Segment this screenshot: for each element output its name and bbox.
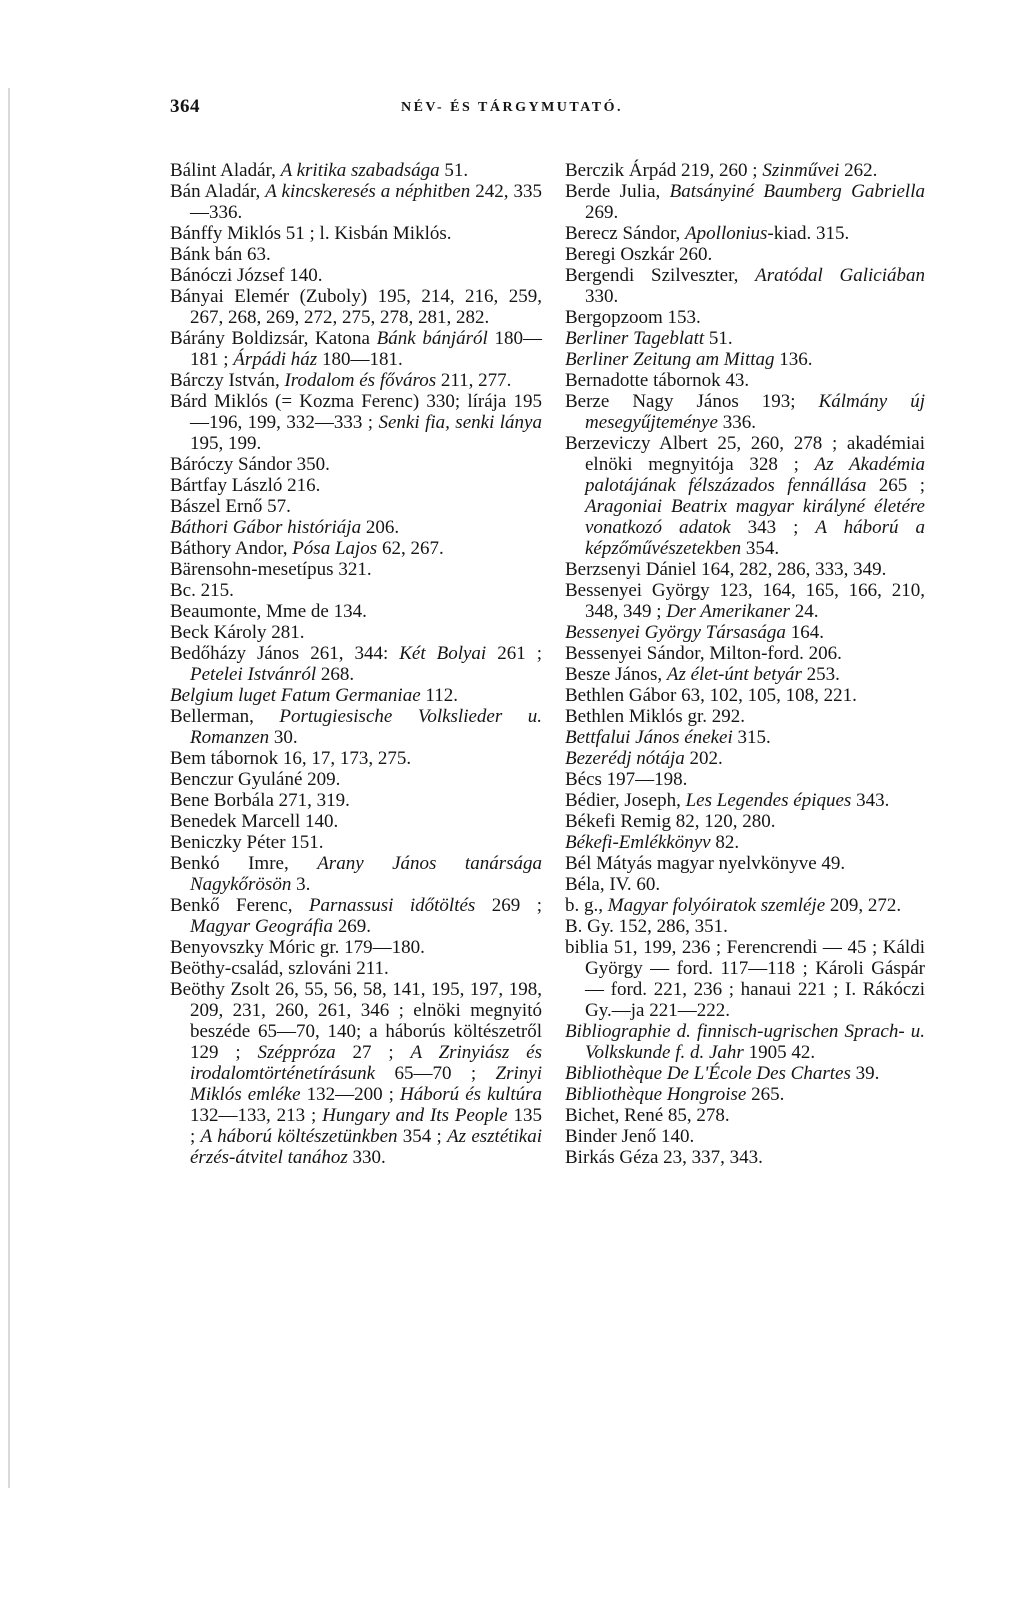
index-entry-title-text: Az esztétikai érzés-átvitel tanához <box>190 1126 543 1168</box>
index-entry-text: biblia 51, 199, 236 ; Ferencrendi — 45 ; Káldi György — ford. 117—118 ; Károli Gáspár — ford. 221, 236 ; hanaui 221 ; I. Rákóczi Gy.—ja 221—222. <box>565 937 925 1021</box>
index-entry-title-text: Bibliographie d. finnisch-ugrischen Sprach- u. Volkskunde f. d. Jahr <box>565 1021 925 1063</box>
index-entry-title-text: Belgium luget Fatum Germaniae <box>170 685 421 706</box>
index-entry-text: 253. <box>801 664 840 685</box>
index-entry-title-text: Pósa Lajos <box>292 538 378 559</box>
index-entry-text: Berecz Sándor, <box>565 223 686 244</box>
index-entry-text: 30. <box>269 727 298 748</box>
running-head: NÉV- ÉS TÁRGYMUTATÓ. <box>400 100 624 115</box>
index-entry <box>565 1126 925 1147</box>
index-entry-text: Benkő Ferenc, <box>170 895 309 916</box>
index-entry-text: 269 ; <box>475 895 542 916</box>
index-entry-text: Bethlen Miklós gr. 292. <box>565 706 745 727</box>
index-entry <box>565 307 925 328</box>
index-entry <box>565 244 925 265</box>
index-entry <box>565 1063 925 1084</box>
index-entry-text: Bánk bán 63. <box>170 244 271 265</box>
index-entry <box>565 1021 925 1063</box>
index-entry-text: Beniczky Péter 151. <box>170 832 324 853</box>
index-entry-text: 269. <box>585 202 619 223</box>
index-entry-title-text: Az Akadémia palotájának félszázados fennállása <box>585 454 925 496</box>
index-entry <box>565 811 925 832</box>
index-entry-text: Beöthy Zsolt 26, 55, 56, 58, 141, 195, 197, 198, 209, 231, 260, 261, 346 ; elnöki megnyitó beszéde 65—70, 140; a háborús költészetről 129 ; <box>170 979 542 1063</box>
index-entry-text: Bernadotte tábornok 43. <box>565 370 750 391</box>
index-entry-text: 202. <box>684 748 723 769</box>
index-entry-text: 315. <box>732 727 771 748</box>
index-entry-text: 24. <box>789 601 819 622</box>
page-number: 364 <box>170 96 200 117</box>
index-entry <box>170 748 542 769</box>
index-entry <box>565 706 925 727</box>
index-entry-title-text: Bessenyei György Társasága <box>565 622 786 643</box>
index-entry-title-text: Les Legendes épiques <box>685 790 852 811</box>
index-entry-text: Berczik Árpád 219, 260 ; <box>565 160 763 181</box>
index-entry-title-text: Parnassusi időtöltés <box>308 895 476 916</box>
index-entry <box>170 685 542 706</box>
index-entry-title-text: Petelei Istvánról <box>190 664 317 685</box>
index-entry-text: Bärensohn-mesetípus 321. <box>170 559 372 580</box>
page-header <box>0 96 1024 120</box>
index-entry <box>170 223 542 244</box>
index-entry <box>565 727 925 748</box>
index-entry-text: Benkó Imre, <box>170 853 318 874</box>
index-entry <box>170 328 542 370</box>
index-entry-text: 135 ; <box>190 1105 543 1147</box>
index-entry <box>170 937 542 958</box>
index-entry-text: Báróczy Sándor 350. <box>170 454 330 475</box>
index-entry <box>170 790 542 811</box>
index-entry <box>565 433 925 559</box>
index-entry <box>170 181 542 223</box>
index-entry <box>170 370 542 391</box>
index-entry-text: B. Gy. 152, 286, 351. <box>565 916 728 937</box>
index-entry-text: Bene Borbála 271, 319. <box>170 790 350 811</box>
index-entry <box>170 895 542 937</box>
index-entry-text: 336. <box>717 412 756 433</box>
index-entry <box>565 181 925 223</box>
index-entry <box>565 223 925 244</box>
index-entry-title-text: Portugiesische Volkslieder u. Romanzen <box>190 706 542 748</box>
index-entry-text: 265 ; <box>866 475 925 496</box>
index-entry-text: Békefi Remig 82, 120, 280. <box>565 811 776 832</box>
index-entry <box>565 580 925 622</box>
index-entry <box>565 769 925 790</box>
index-entry-text: 262. <box>839 160 878 181</box>
index-entry-text: 330. <box>585 286 619 307</box>
index-entry <box>565 748 925 769</box>
index-entry-text: Bc. 215. <box>170 580 234 601</box>
index-entry-title-text: Irodalom és főváros <box>284 370 437 391</box>
index-entry-text: b. g., <box>565 895 608 916</box>
index-entry <box>170 517 542 538</box>
index-entry-text: 132—200 ; <box>300 1084 401 1105</box>
index-entry-text: 136. <box>774 349 813 370</box>
index-entry <box>565 1084 925 1105</box>
index-entry <box>565 559 925 580</box>
index-entry-text: Benyovszky Móric gr. 179—180. <box>170 937 425 958</box>
index-entry <box>565 349 925 370</box>
index-entry-title-text: Széppróza <box>257 1042 336 1063</box>
index-entry-text: Bergopzoom 153. <box>565 307 701 328</box>
index-entry-text: 206. <box>361 517 400 538</box>
index-entry-text: 3. <box>291 874 311 895</box>
index-entry-text: Bánóczi József 140. <box>170 265 323 286</box>
index-entry-text: 180—181 ; <box>190 328 543 370</box>
index-entry <box>170 958 542 979</box>
index-entry-text: 343 ; <box>730 517 816 538</box>
index-column-right <box>565 160 925 1168</box>
index-entry-title-text: Kálmány új mesegyűjteménye <box>585 391 925 433</box>
index-entry-text: Bél Mátyás magyar nyelvkönyve 49. <box>565 853 846 874</box>
index-entry <box>565 916 925 937</box>
index-entry <box>565 853 925 874</box>
index-entry-text: 209, 272. <box>825 895 902 916</box>
index-entry <box>565 790 925 811</box>
index-entry <box>170 496 542 517</box>
index-entry-text: 195, 199. <box>190 433 262 454</box>
index-entry-text: Beöthy-család, szlováni 211. <box>170 958 389 979</box>
index-entry <box>170 160 542 181</box>
index-entry-text: Béla, IV. 60. <box>565 874 661 895</box>
index-entry-text: 1905 42. <box>743 1042 816 1063</box>
index-entry-text: 265. <box>746 1084 785 1105</box>
index-entry <box>170 286 542 328</box>
index-entry-text: Bánffy Miklós 51 ; l. Kisbán Miklós. <box>170 223 452 244</box>
index-entry <box>170 643 542 685</box>
index-entry <box>565 832 925 853</box>
index-entry-text: 268. <box>316 664 355 685</box>
index-entry-title-text: Bettfalui János énekei <box>565 727 733 748</box>
index-entry-text: Binder Jenő 140. <box>565 1126 695 1147</box>
index-entry <box>565 643 925 664</box>
index-entry-text: Bászel Ernő 57. <box>170 496 291 517</box>
index-entry-title-text: A háború költészetünkben <box>200 1126 398 1147</box>
index-entry-text: Bányai Elemér (Zuboly) 195, 214, 216, 259, 267, 268, 269, 272, 275, 278, 281, 282. <box>170 286 542 328</box>
index-entry-text: Bárczy István, <box>170 370 285 391</box>
index-entry <box>565 664 925 685</box>
index-entry-title-text: Két Bolyai <box>399 643 487 664</box>
index-entry-text: 132—133, 213 ; <box>190 1105 323 1126</box>
index-entry-title-text: Apollonius <box>685 223 768 244</box>
index-entry-text: Bergendi Szilveszter, <box>565 265 756 286</box>
index-entry-text: Birkás Géza 23, 337, 343. <box>565 1147 763 1168</box>
index-entry-title-text: A kritika szabadsága <box>280 160 440 181</box>
index-entry <box>565 937 925 1021</box>
index-entry-title-text: A Zrinyiász és irodalomtörténetírásunk <box>190 1042 542 1084</box>
index-entry-text: 39. <box>850 1063 880 1084</box>
index-entry <box>170 580 542 601</box>
index-entry-title-text: Az élet-únt betyár <box>666 664 802 685</box>
index-entry-text: Bártfay László 216. <box>170 475 321 496</box>
index-entry-text: 211, 277. <box>436 370 512 391</box>
index-entry <box>170 811 542 832</box>
index-entry-text: Berzeviczy Albert 25, 260, 278 ; akadémiai elnöki megnyitója 328 ; <box>565 433 925 475</box>
index-entry <box>565 265 925 307</box>
index-entry-text: 112. <box>420 685 458 706</box>
index-entry-text: Bellerman, <box>170 706 280 727</box>
index-entry-title-text: Magyar Geográfia <box>190 916 334 937</box>
index-entry <box>170 832 542 853</box>
index-entry <box>170 454 542 475</box>
index-entry-title-text: Der Amerikaner <box>666 601 790 622</box>
index-entry-text: Benedek Marcell 140. <box>170 811 339 832</box>
index-entry-text: Bessenyei György 123, 164, 165, 166, 210, 348, 349 ; <box>565 580 925 622</box>
index-entry-text: Bichet, René 85, 278. <box>565 1105 730 1126</box>
index-entry-text: 242, 335—336. <box>190 181 543 223</box>
index-entry-text: Bán Aladár, <box>170 181 266 202</box>
index-entry-title-text: A háború a képzőművészetekben <box>585 517 925 559</box>
index-entry-text: Beaumonte, Mme de 134. <box>170 601 367 622</box>
index-entry-title-text: Zrinyi Miklós emléke <box>190 1063 542 1105</box>
index-entry <box>565 370 925 391</box>
index-entry-title-text: A kincskeresés a néphitben <box>265 181 471 202</box>
index-entry-text: Benczur Gyuláné 209. <box>170 769 341 790</box>
index-entry-text: Bálint Aladár, <box>170 160 281 181</box>
index-entry-text: Bécs 197—198. <box>565 769 688 790</box>
index-entry <box>565 874 925 895</box>
index-entry-text: 51. <box>704 328 733 349</box>
index-entry-title-text: Hungary and Its People <box>322 1105 508 1126</box>
index-entry-text: 82. <box>710 832 740 853</box>
index-entry-text: 261 ; <box>486 643 542 664</box>
index-entry-text: Bárány Boldizsár, Katona <box>170 328 377 349</box>
index-entry <box>565 160 925 181</box>
index-entry <box>170 475 542 496</box>
index-entry-text: Berzsenyi Dániel 164, 282, 286, 333, 349. <box>565 559 887 580</box>
index-entry <box>170 244 542 265</box>
index-entry-text: 330. <box>347 1147 386 1168</box>
index-entry <box>565 685 925 706</box>
index-entry-title-text: Batsányiné Baumberg Gabriella <box>669 181 925 202</box>
index-entry <box>565 391 925 433</box>
index-entry-text: Báthory Andor, <box>170 538 293 559</box>
index-entry-title-text: Aragoniai Beatrix magyar királyné életére vonatkozó adatok <box>585 496 925 538</box>
index-entry-text: Bedőházy János 261, 344: <box>170 643 400 664</box>
index-entry-text: Besze János, <box>565 664 667 685</box>
index-entry <box>565 622 925 643</box>
index-entry <box>170 979 542 1168</box>
index-entry-title-text: Bibliothèque Hongroise <box>565 1084 747 1105</box>
index-entry-text: 65—70 ; <box>375 1063 496 1084</box>
index-column-left <box>170 160 542 1168</box>
index-entry <box>170 769 542 790</box>
index-entry-title-text: Báthori Gábor históriája <box>170 517 362 538</box>
index-entry <box>565 895 925 916</box>
index-entry-title-text: Békefi-Emlékkönyv <box>565 832 711 853</box>
index-entry <box>170 853 542 895</box>
index-entry-text: Bessenyei Sándor, Milton-ford. 206. <box>565 643 842 664</box>
index-entry-text: 354 ; <box>397 1126 448 1147</box>
index-entry-title-text: Bibliothèque De L'École Des Chartes <box>565 1063 851 1084</box>
index-entry-text: 27 ; <box>335 1042 411 1063</box>
index-entry-text: Bethlen Gábor 63, 102, 105, 108, 221. <box>565 685 857 706</box>
index-entry-title-text: Háború és kultúra <box>400 1084 543 1105</box>
scan-edge-line <box>8 88 10 1488</box>
index-entry-text: Beck Károly 281. <box>170 622 305 643</box>
index-entry-text: Bédier, Joseph, <box>565 790 686 811</box>
index-entry-text: -kiad. 315. <box>767 223 850 244</box>
index-entry-text: 62, 267. <box>377 538 444 559</box>
index-entry-title-text: Senki fia, senki lánya <box>378 412 542 433</box>
index-entry-text: 343. <box>851 790 890 811</box>
index-entry-title-text: Arany János tanársága Nagykőrösön <box>190 853 542 895</box>
index-entry <box>170 706 542 748</box>
index-entry-title-text: Árpádi ház <box>233 349 318 370</box>
index-entry-text: Beregi Oszkár 260. <box>565 244 713 265</box>
index-entry-title-text: Magyar folyóiratok szemléje <box>607 895 826 916</box>
index-entry-title-text: Bezerédj nótája <box>565 748 685 769</box>
index-entry <box>170 622 542 643</box>
index-entry <box>565 1105 925 1126</box>
index-entry <box>565 328 925 349</box>
index-entry-text: 51. <box>439 160 469 181</box>
index-entry-title-text: Bánk bánjáról <box>376 328 488 349</box>
index-entry-text: Berze Nagy János 193; <box>565 391 819 412</box>
index-entry-text: 269. <box>333 916 372 937</box>
index-entry <box>170 265 542 286</box>
index-entry-title-text: Berliner Zeitung am Mittag <box>565 349 775 370</box>
index-entry-text: Bárd Miklós (= Kozma Ferenc) 330; lírája 195—196, 199, 332—333 ; <box>170 391 542 433</box>
index-entry-title-text: Szinművei <box>762 160 840 181</box>
index-entry-text: Berde Julia, <box>565 181 670 202</box>
index-entry <box>170 538 542 559</box>
index-entry-text: 354. <box>741 538 780 559</box>
index-entry-text: Bem tábornok 16, 17, 173, 275. <box>170 748 412 769</box>
index-entry-text: 164. <box>785 622 824 643</box>
index-entry-title-text: Aratódal Galiciában <box>755 265 925 286</box>
index-entry <box>170 601 542 622</box>
index-entry <box>170 559 542 580</box>
index-entry <box>565 1147 925 1168</box>
index-entry <box>170 391 542 454</box>
index-entry-text: 180—181. <box>317 349 403 370</box>
index-entry-title-text: Berliner Tageblatt <box>565 328 705 349</box>
